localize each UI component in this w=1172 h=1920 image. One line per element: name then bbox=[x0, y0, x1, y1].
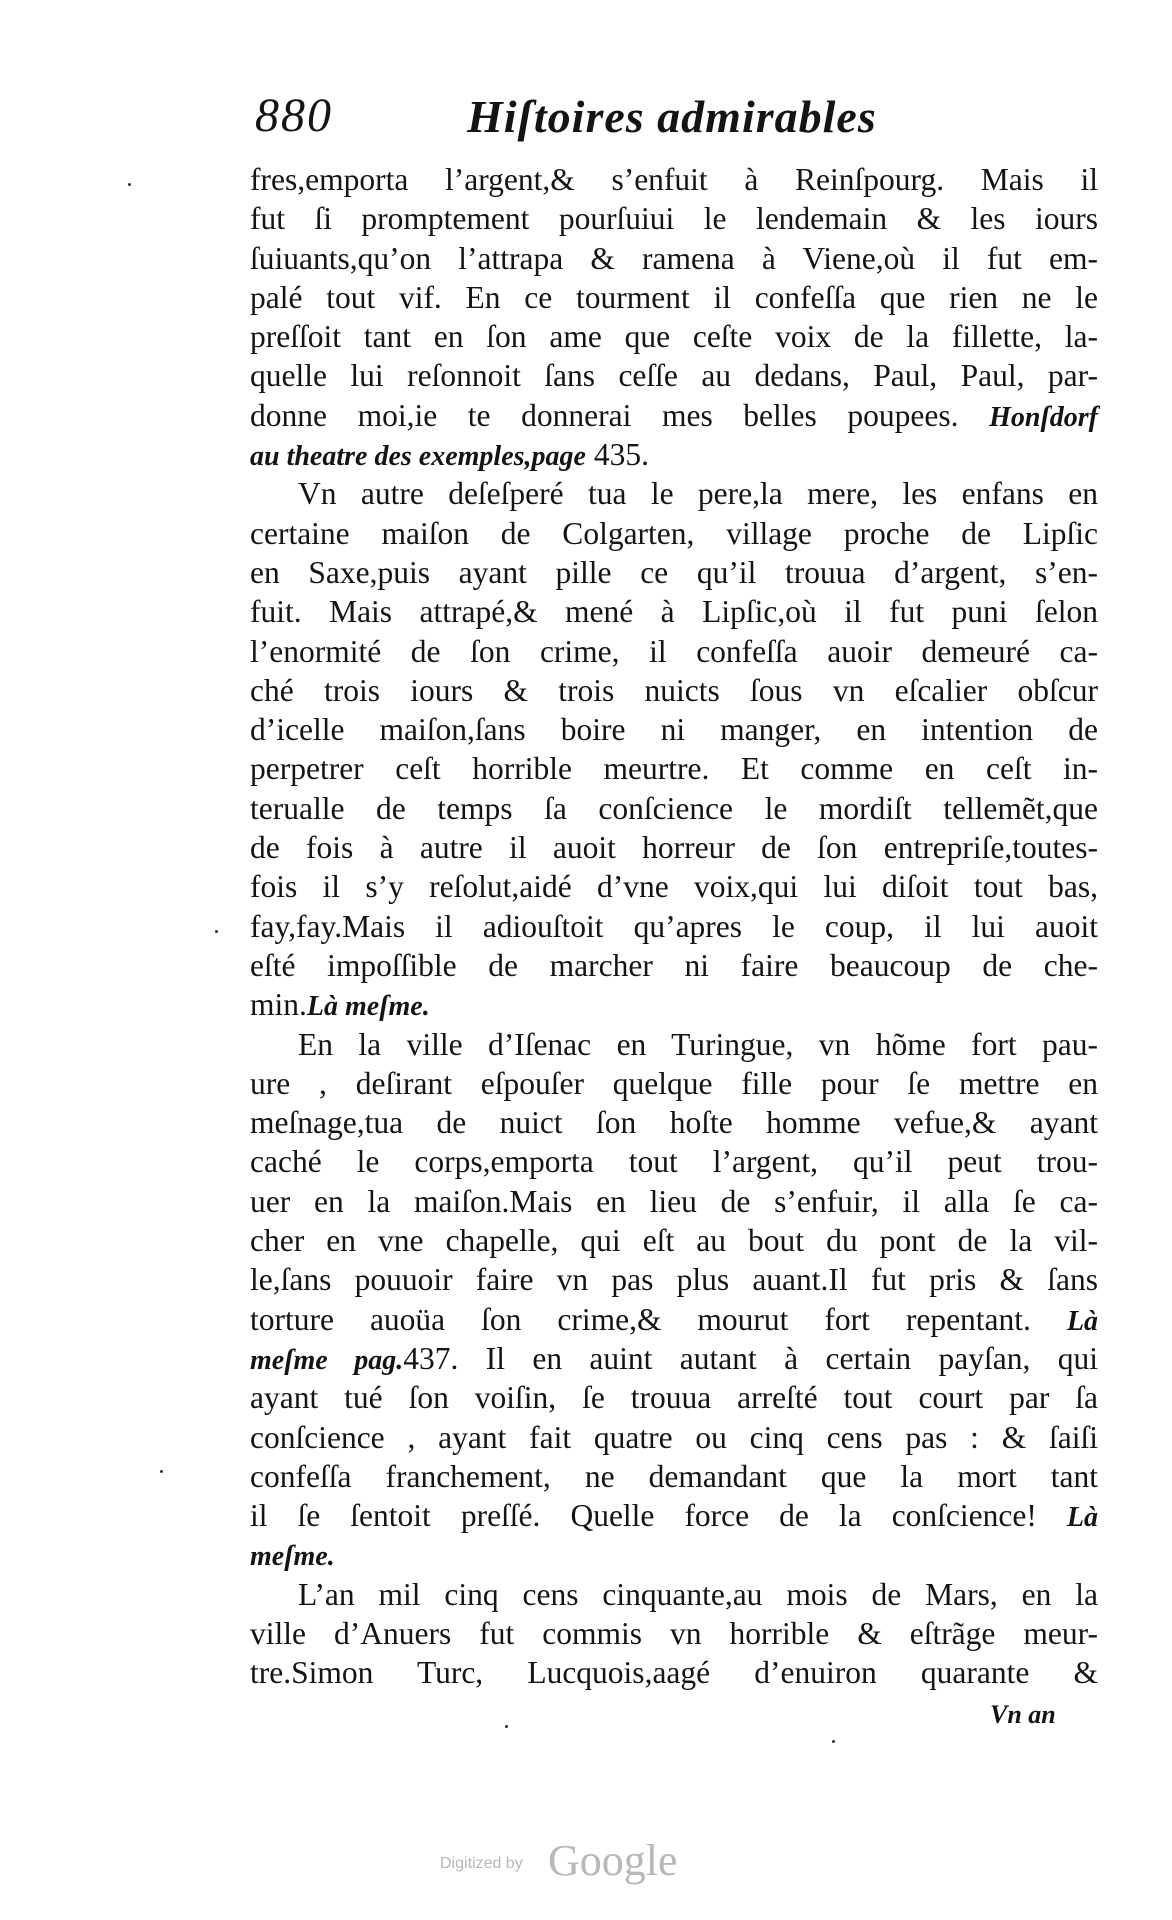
text-run: preſſoit tant en ſon ame que ceſte voix de la fillette, la- bbox=[250, 319, 1098, 355]
text-line bbox=[250, 867, 1098, 906]
text-run: fuit. Mais attrapé,& mené à Lipſic,où il fut puni ſelon bbox=[250, 594, 1098, 630]
text-line bbox=[250, 1378, 1098, 1417]
text-line bbox=[250, 632, 1098, 671]
text-line bbox=[250, 1614, 1098, 1653]
text-line bbox=[250, 1260, 1098, 1299]
text-line bbox=[250, 671, 1098, 710]
text-run: de fois à autre il auoit horreur de ſon entrepriſe,toutes- bbox=[250, 830, 1098, 866]
text-line bbox=[250, 356, 1098, 395]
text-run: fay,fay.Mais il adiouſtoit qu’apres le coup, il lui auoit bbox=[250, 908, 1098, 944]
body-text bbox=[250, 160, 1098, 1693]
text-run: conſcience , ayant fait quatre ou cinq cens pas : & ſaiſi bbox=[250, 1419, 1098, 1455]
margin-speck bbox=[128, 183, 131, 186]
text-run: confeſſa franchement, ne demandant que la mort tant bbox=[250, 1458, 1098, 1494]
text-run: d’icelle maiſon,ſans boire ni manger, en intention de bbox=[250, 712, 1098, 748]
page-header bbox=[255, 88, 895, 148]
watermark-google-logo: Google bbox=[548, 1836, 678, 1885]
text-line bbox=[250, 828, 1098, 867]
text-line bbox=[250, 553, 1098, 592]
text-line bbox=[250, 1221, 1098, 1260]
text-run: caché le corps,emporta tout l’argent, qu’il peut trou- bbox=[250, 1144, 1098, 1180]
text-line bbox=[250, 1064, 1098, 1103]
text-run: certaine maiſon de Colgarten, village proche de Lipſic bbox=[250, 515, 1098, 551]
text-run: uer en la maiſon.Mais en lieu de s’enfuir, il alla ſe ca- bbox=[250, 1183, 1098, 1219]
text-run: 437. Il en auint autant à certain payſan, qui bbox=[403, 1340, 1098, 1376]
italic-reference: meſme pag. bbox=[250, 1344, 404, 1376]
text-run: ayant tué ſon voiſin, ſe trouua arreſté tout court par ſa bbox=[250, 1380, 1098, 1416]
text-line bbox=[250, 946, 1098, 985]
italic-reference: Là bbox=[1066, 1502, 1098, 1534]
text-line bbox=[250, 1535, 1098, 1574]
text-line bbox=[250, 749, 1098, 788]
text-run: palé tout vif. En ce tourment il confeſſa que rien ne le bbox=[250, 279, 1098, 315]
text-run: fut ſi promptement pourſuiui le lendemain & les iours bbox=[250, 201, 1098, 237]
text-run: meſnage,tua de nuict ſon hoſte homme vefue,& ayant bbox=[250, 1105, 1098, 1141]
text-run: torture auoüa ſon crime,& mourut fort repentant. bbox=[250, 1301, 1067, 1337]
text-line bbox=[250, 396, 1098, 435]
text-run: cher en vne chapelle, qui eſt au bout du pont de la vil- bbox=[250, 1223, 1098, 1259]
italic-reference: Là bbox=[1066, 1305, 1098, 1337]
text-run: ché trois iours & trois nuicts ſous vn eſcalier obſcur bbox=[250, 672, 1098, 708]
text-run: donne moi,ie te donnerai mes belles poupees. bbox=[250, 397, 990, 433]
text-run: quelle lui reſonnoit ſans ceſſe au dedans, Paul, Paul, par- bbox=[250, 358, 1098, 394]
text-line bbox=[250, 1418, 1098, 1457]
page-speck bbox=[505, 1725, 508, 1728]
italic-reference: Là meſme. bbox=[306, 991, 430, 1023]
text-run: 435. bbox=[585, 437, 649, 473]
text-line bbox=[250, 199, 1098, 238]
text-line bbox=[250, 474, 1098, 513]
text-line bbox=[250, 1182, 1098, 1221]
running-head: Hiſtoires admirables bbox=[467, 91, 877, 142]
margin-speck bbox=[160, 1470, 163, 1473]
text-line bbox=[250, 1496, 1098, 1535]
text-run: min. bbox=[250, 987, 307, 1023]
text-line bbox=[250, 1575, 1098, 1614]
text-line bbox=[250, 239, 1098, 278]
text-line bbox=[250, 907, 1098, 946]
text-line bbox=[250, 514, 1098, 553]
text-run: l’enormité de ſon crime, il confeſſa auoir demeuré ca- bbox=[250, 633, 1098, 669]
text-run: ſuiuants,qu’on l’attrapa & ramena à Viene,où il fut em- bbox=[250, 240, 1098, 276]
italic-reference: au theatre des exemples,page bbox=[250, 441, 586, 473]
text-line bbox=[250, 1300, 1098, 1339]
text-line bbox=[250, 317, 1098, 356]
page-speck bbox=[832, 1740, 835, 1743]
text-line bbox=[250, 710, 1098, 749]
margin-speck bbox=[215, 930, 218, 933]
text-line bbox=[250, 1339, 1098, 1378]
text-line bbox=[250, 1103, 1098, 1142]
italic-reference: Honſdorf bbox=[989, 401, 1098, 433]
text-run: fres,emporta l’argent,& s’enfuit à Reinſpourg. Mais il bbox=[250, 162, 1098, 197]
text-line bbox=[250, 160, 1098, 199]
watermark-digitized-by: Digitized by bbox=[440, 1855, 523, 1872]
text-line bbox=[250, 789, 1098, 828]
text-run: le,ſans pouuoir faire vn pas plus auant.Il fut pris & ſans bbox=[250, 1262, 1098, 1298]
text-run: En la ville d’Iſenac en Turingue, vn hõme fort pau- bbox=[298, 1026, 1098, 1062]
digitization-watermark bbox=[440, 1835, 740, 1885]
text-run: en Saxe,puis ayant pille ce qu’il trouua d’argent, s’en- bbox=[250, 554, 1098, 590]
text-run: Vn autre deſeſperé tua le pere,la mere, les enfans en bbox=[298, 476, 1098, 512]
text-run: ure , deſirant eſpouſer quelque fille pour ſe mettre en bbox=[250, 1065, 1098, 1101]
text-run: il ſe ſentoit preſſé. Quelle force de la conſcience! bbox=[250, 1498, 1067, 1534]
page-number: 880 bbox=[255, 89, 333, 142]
text-run: tre.Simon Turc, Lucquois,aagé d’enuiron quarante & bbox=[250, 1655, 1098, 1691]
text-line bbox=[250, 1025, 1098, 1064]
text-run: ville d’Anuers fut commis vn horrible & eſtrãge meur- bbox=[250, 1615, 1098, 1651]
text-run: L’an mil cinq cens cinquante,au mois de Mars, en la bbox=[298, 1576, 1098, 1612]
text-run: fois il s’y reſolut,aidé d’vne voix,qui lui diſoit tout bas, bbox=[250, 869, 1098, 905]
text-line bbox=[250, 1653, 1098, 1692]
text-run: perpetrer ceſt horrible meurtre. Et comme en ceſt in- bbox=[250, 751, 1098, 787]
text-line bbox=[250, 1142, 1098, 1181]
text-line bbox=[250, 278, 1098, 317]
text-run: eſté impoſſible de marcher ni faire beaucoup de che- bbox=[250, 947, 1098, 983]
catchword: Vn an bbox=[990, 1700, 1056, 1729]
text-run: terualle de temps ſa conſcience le mordiſt tellemẽt,que bbox=[250, 790, 1098, 826]
text-line bbox=[250, 435, 1098, 474]
text-line bbox=[250, 1457, 1098, 1496]
italic-reference: meſme. bbox=[250, 1541, 335, 1573]
text-line bbox=[250, 985, 1098, 1024]
text-line bbox=[250, 592, 1098, 631]
